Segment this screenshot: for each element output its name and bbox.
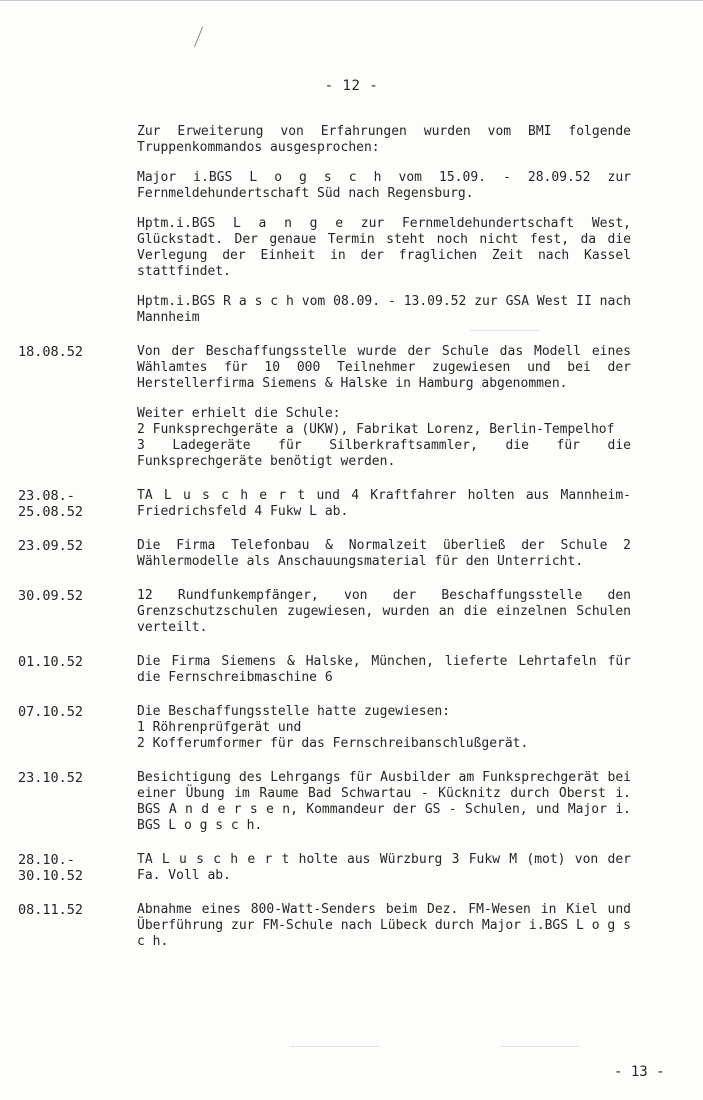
entry-date: 30.09.52: [18, 588, 84, 604]
entry-paragraph: Hptm.i.BGS R a s c h vom 08.09. - 13.09.52 zur GSA West II nach Mannheim: [137, 294, 631, 325]
page-edge-line: [0, 0, 703, 1]
entry-paragraph: Weiter erhielt die Schule: 2 Funksprechgeräte a (UKW), Fabrikat Lorenz, Berlin-Tempelhof 3 Ladegeräte für Silberkraftsammler, die für die Funksprechgeräte benötigt werden.: [137, 406, 631, 469]
chronicle-entry: [0, 852, 703, 884]
entry-date: 23.09.52: [18, 538, 84, 554]
chronicle-entry: [0, 124, 703, 326]
scan-artifact: [500, 1046, 580, 1047]
entry-body: [137, 654, 631, 686]
entry-paragraph: Abnahme eines 800-Watt-Senders beim Dez. FM-Wesen in Kiel und Überführung zur FM-Schule nach Lübeck durch Major i.BGS L o g s c h.: [137, 902, 631, 949]
entry-date: 18.08.52: [18, 344, 84, 360]
entry-body: [137, 704, 631, 752]
chronicle-entry: [0, 588, 703, 636]
next-page-number: - 13 -: [614, 1064, 665, 1080]
chronicle-entry: [0, 488, 703, 520]
entry-paragraph: Die Firma Siemens & Halske, München, lieferte Lehrtafeln für die Fernschreibmaschine 6: [137, 654, 631, 685]
scan-artifact: [470, 330, 540, 331]
entry-paragraph: TA L u s c h e r t holte aus Würzburg 3 Fukw M (mot) von der Fa. Voll ab.: [137, 852, 631, 883]
entry-body: [137, 124, 631, 326]
chronicle-entry: [0, 770, 703, 834]
entry-body: [137, 538, 631, 570]
chronicle-entry: [0, 654, 703, 686]
entry-date: 23.08.- 25.08.52: [18, 488, 84, 520]
entry-paragraph: Die Beschaffungsstelle hatte zugewiesen: 1 Röhrenprüfgerät und 2 Kofferumformer für das Fernschreibanschlußgerät.: [137, 704, 529, 751]
entry-paragraph: Major i.BGS L o g s c h vom 15.09. - 28.09.52 zur Fernmeldehundertschaft Süd nach Regensburg.: [137, 170, 631, 201]
chronicle-entries: [0, 124, 703, 968]
entry-paragraph: Die Firma Telefonbau & Normalzeit überließ der Schule 2 Wählermodelle als Anschauungsmaterial für den Unterricht.: [137, 538, 631, 569]
pen-mark: [194, 27, 203, 48]
scan-artifact: [290, 1046, 380, 1047]
entry-date: 01.10.52: [18, 654, 84, 670]
entry-body: [137, 770, 631, 834]
entry-paragraph: 12 Rundfunkempfänger, von der Beschaffungsstelle den Grenzschutzschulen zugewiesen, wurden an die einzelnen Schulen verteilt.: [137, 588, 631, 635]
entry-date: 28.10.- 30.10.52: [18, 852, 84, 884]
entry-body: [137, 588, 631, 636]
chronicle-entry: [0, 902, 703, 950]
entry-paragraph: TA L u s c h e r t und 4 Kraftfahrer holten aus Mannheim-Friedrichsfeld 4 Fukw L ab.: [137, 488, 631, 519]
entry-date: 07.10.52: [18, 704, 84, 720]
chronicle-entry: [0, 704, 703, 752]
entry-date: 08.11.52: [18, 902, 84, 918]
entry-paragraph: Besichtigung des Lehrgangs für Ausbilder am Funksprechgerät bei einer Übung im Raume Bad Schwartau - Kücknitz durch Oberst i. BGS A n d e r s e n, Kommandeur der GS - Schulen, und Major i. BGS L o g s c h.: [137, 770, 631, 833]
page-number: - 12 -: [324, 78, 379, 94]
entry-paragraph: Hptm.i.BGS L a n g e zur Fernmeldehundertschaft West, Glückstadt. Der genaue Termin steht noch nicht fest, da die Verlegung der Einheit in der fraglichen Zeit nach Kassel stattfindet.: [137, 216, 631, 279]
entry-body: [137, 344, 631, 470]
entry-body: [137, 488, 631, 520]
entry-paragraph: Von der Beschaffungsstelle wurde der Schule das Modell eines Wählamtes für 10 000 Teilnehmer zugewiesen und bei der Herstellerfirma Siemens & Halske in Hamburg abgenommen.: [137, 344, 631, 391]
entry-paragraph: Zur Erweiterung von Erfahrungen wurden vom BMI folgende Truppenkommandos ausgesprochen:: [137, 124, 631, 155]
chronicle-entry: [0, 344, 703, 470]
entry-date: 23.10.52: [18, 770, 84, 786]
entry-body: [137, 902, 631, 950]
entry-body: [137, 852, 631, 884]
chronicle-entry: [0, 538, 703, 570]
